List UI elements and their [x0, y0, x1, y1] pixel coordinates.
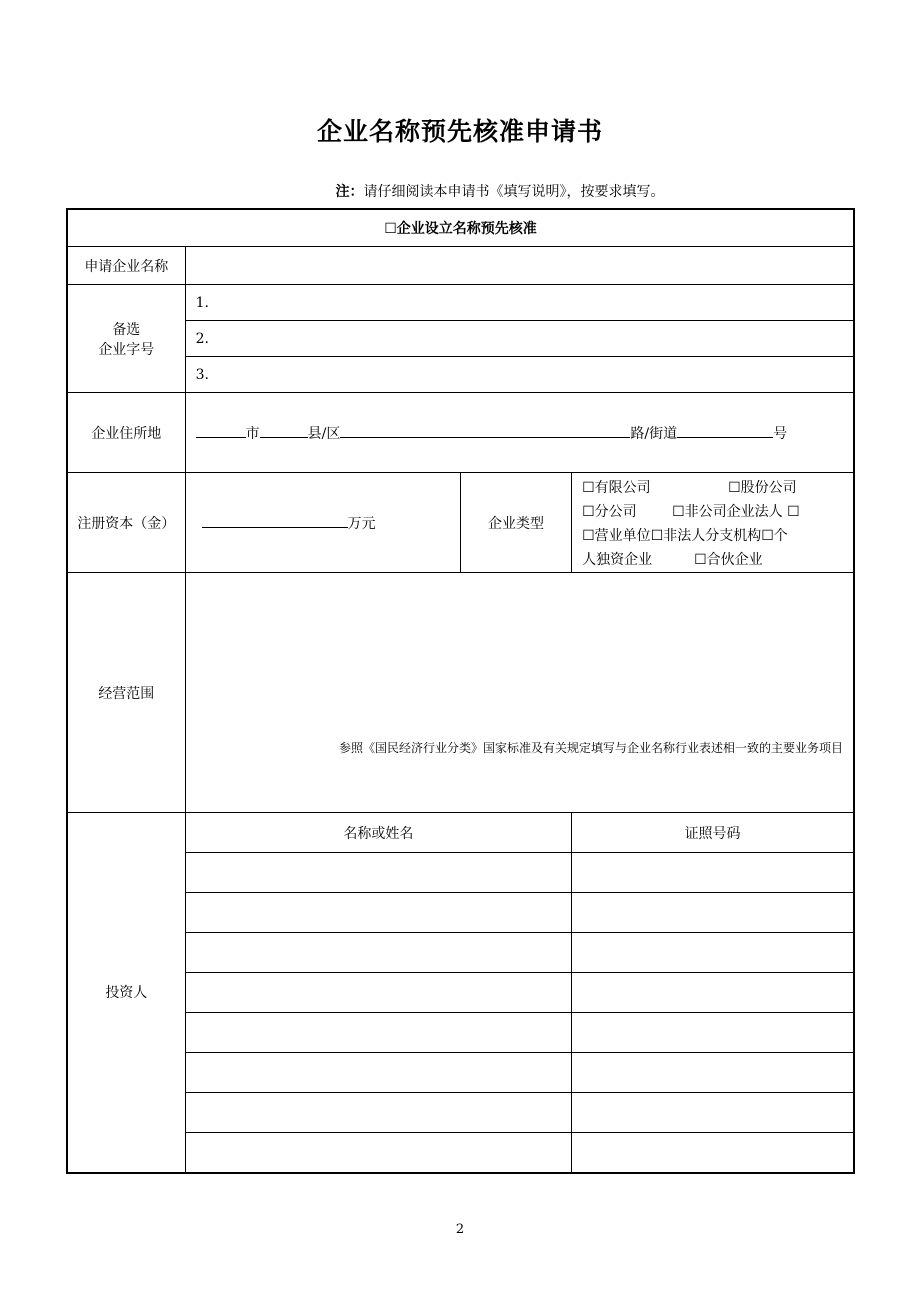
type-option-non-company[interactable]: ☐非公司企业法人	[672, 504, 783, 520]
note-prefix: 注：	[335, 184, 364, 200]
type-option-sole[interactable]: 人独资企业	[582, 552, 653, 568]
investor-id-header: 证照号码	[572, 813, 854, 853]
company-type-options: ☐有限公司 ☐股份公司 ☐分公司 ☐非公司企业法人 ☐ ☐营业单位☐非法人分支机构☐个 人独资企业 ☐合伙企业	[572, 473, 854, 573]
alt-name-field-1[interactable]: 1.	[185, 285, 854, 321]
investor-id-cell[interactable]	[572, 1013, 854, 1053]
investor-row	[67, 973, 854, 1013]
type-option-limited[interactable]: ☐有限公司	[582, 480, 651, 496]
alt-name-field-2[interactable]: 2.	[185, 321, 854, 357]
form-header: ☐企业设立名称预先核准	[67, 209, 854, 247]
investor-row	[67, 893, 854, 933]
company-name-field[interactable]	[185, 247, 854, 285]
address-label: 企业住所地	[67, 393, 185, 473]
page-number: 2	[455, 1222, 465, 1237]
capital-label: 注册资本（金）	[67, 473, 185, 573]
investor-name-cell[interactable]	[185, 1013, 571, 1053]
capital-unit: 万元	[347, 515, 376, 532]
investor-name-cell[interactable]	[185, 933, 571, 973]
scope-hint: 参照《国民经济行业分类》国家标准及有关规定填写与企业名称行业表述相一致的主要业务项目	[338, 741, 843, 755]
investor-id-cell[interactable]	[572, 1053, 854, 1093]
investor-name-cell[interactable]	[185, 973, 571, 1013]
company-name-label: 申请企业名称	[67, 247, 185, 285]
capital-field[interactable]	[185, 473, 460, 573]
application-form	[66, 208, 855, 1174]
investor-id-cell[interactable]	[572, 933, 854, 973]
road-blank[interactable]	[340, 423, 630, 438]
alt-names-label-line1: 备选	[112, 321, 141, 338]
type-option-branch[interactable]: ☐分公司	[582, 504, 637, 520]
note-text: 请仔细阅读本申请书《填写说明》，按要求填写。	[363, 184, 665, 200]
investor-id-cell[interactable]	[572, 1133, 854, 1173]
investor-id-cell[interactable]	[572, 893, 854, 933]
number-blank[interactable]	[677, 423, 773, 438]
investor-name-cell[interactable]	[185, 1093, 571, 1133]
city-text: 市	[245, 425, 260, 442]
alt-names-label-line2: 企业字号	[98, 341, 155, 358]
investor-id-cell[interactable]	[572, 853, 854, 893]
investor-name-cell[interactable]	[185, 853, 571, 893]
investor-row	[67, 1093, 854, 1133]
county-blank[interactable]	[260, 423, 308, 438]
number-text: 号	[773, 425, 788, 442]
road-text: 路/街道	[630, 425, 678, 442]
instruction-note	[0, 181, 920, 201]
investor-id-cell[interactable]	[572, 973, 854, 1013]
investor-row	[67, 1133, 854, 1173]
type-option-sole-a: ☐个	[761, 528, 788, 544]
investor-name-cell[interactable]	[185, 1053, 571, 1093]
county-text: 县/区	[307, 425, 341, 442]
investors-label: 投资人	[67, 813, 185, 1173]
investor-name-cell[interactable]	[185, 1133, 571, 1173]
type-option-stock[interactable]: ☐股份公司	[728, 480, 797, 496]
company-type-label: 企业类型	[460, 473, 571, 573]
capital-blank[interactable]	[202, 513, 348, 528]
investor-row	[67, 1053, 854, 1093]
alt-name-field-3[interactable]: 3.	[185, 357, 854, 393]
type-option-business-unit[interactable]: ☐营业单位	[582, 528, 651, 544]
investor-row	[67, 933, 854, 973]
scope-field[interactable]	[185, 573, 854, 813]
type-option-non-legal-branch[interactable]: ☐非法人分支机构	[650, 528, 762, 544]
investor-id-cell[interactable]	[572, 1093, 854, 1133]
page-title: 企业名称预先核准申请书	[316, 117, 603, 146]
address-field[interactable]	[185, 393, 854, 473]
investor-name-cell[interactable]	[185, 893, 571, 933]
investor-row	[67, 853, 854, 893]
city-blank[interactable]	[196, 423, 246, 438]
scope-label: 经营范围	[67, 573, 185, 813]
type-option-partnership[interactable]: ☐合伙企业	[694, 552, 763, 568]
alt-names-label	[67, 285, 185, 393]
investor-row	[67, 1013, 854, 1053]
investor-name-header: 名称或姓名	[185, 813, 571, 853]
